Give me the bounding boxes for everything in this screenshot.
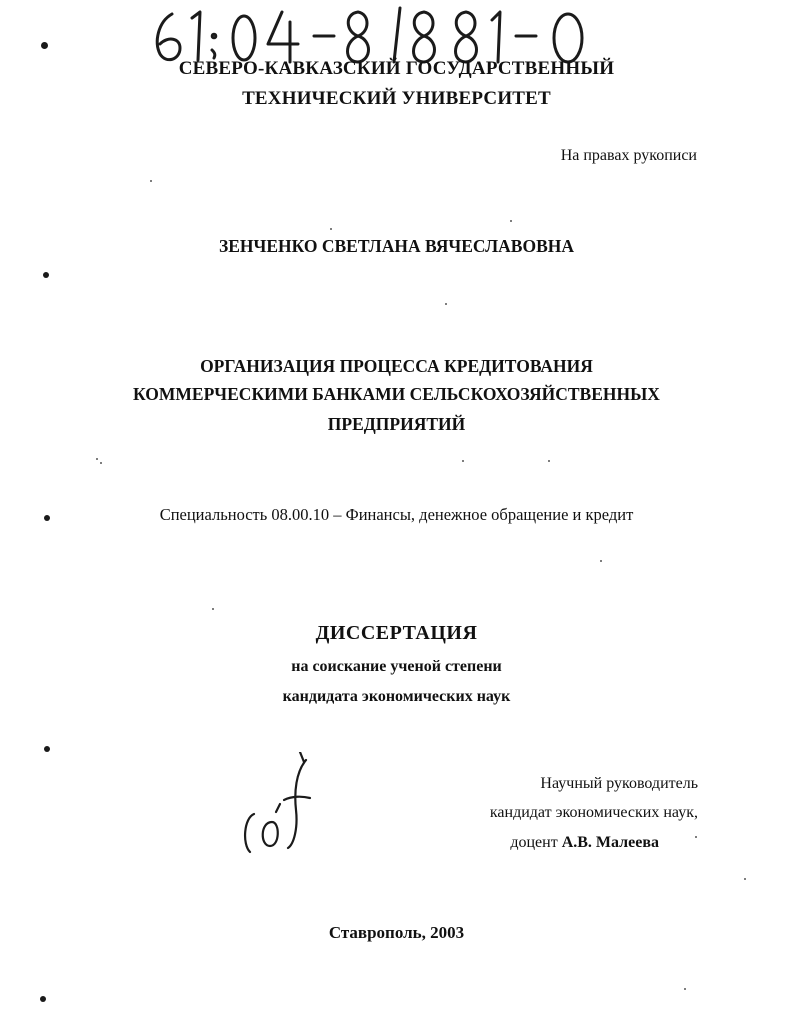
- scan-speck: [330, 228, 332, 230]
- thesis-title-line2: КОММЕРЧЕСКИМИ БАНКАМИ СЕЛЬСКОХОЗЯЙСТВЕННЫХ: [133, 384, 660, 404]
- university-name-line2: ТЕХНИЧЕСКИЙ УНИВЕРСИТЕТ: [242, 88, 551, 109]
- scan-speck: [600, 560, 602, 562]
- advisor-position-name: [510, 834, 659, 852]
- scan-speck: [695, 836, 697, 838]
- thesis-title-line1: ОРГАНИЗАЦИЯ ПРОЦЕССА КРЕДИТОВАНИЯ: [200, 356, 593, 376]
- degree-line1: на соискание ученой степени: [291, 658, 502, 675]
- scan-speck: [684, 988, 686, 990]
- specialty-line: Специальность 08.00.10 – Финансы, денежное обращение и кредит: [159, 505, 634, 524]
- scan-speck: [510, 220, 512, 222]
- author-name: ЗЕНЧЕНКО СВЕТЛАНА ВЯЧЕСЛАВОВНА: [218, 236, 575, 256]
- scan-speck: [212, 608, 214, 610]
- scan-speck: [462, 460, 464, 462]
- university-name-line1: СЕВЕРО-КАВКАЗСКИЙ ГОСУДАРСТВЕННЫЙ: [178, 58, 615, 79]
- binding-hole-mark: [41, 42, 48, 49]
- advisor-name: А.В. Малеева: [561, 834, 659, 851]
- scan-speck: [150, 180, 152, 182]
- scan-speck: [100, 462, 102, 464]
- document-type-heading: ДИССЕРТАЦИЯ: [315, 622, 478, 644]
- advisor-label: Научный руководитель: [540, 775, 698, 792]
- binding-hole-mark: [40, 996, 46, 1002]
- scan-speck: [548, 460, 550, 462]
- advisor-rank: кандидат экономических наук,: [489, 804, 698, 821]
- degree-line2: кандидата экономических наук: [282, 688, 511, 705]
- place-and-year: Ставрополь, 2003: [328, 923, 465, 942]
- binding-hole-mark: [44, 515, 50, 521]
- binding-hole-mark: [43, 272, 49, 278]
- manuscript-note: На правах рукописи: [560, 147, 697, 164]
- scan-speck: [96, 458, 98, 460]
- handwritten-signature: [236, 752, 314, 862]
- thesis-title-line3: ПРЕДПРИЯТИЙ: [327, 414, 466, 434]
- scan-speck: [445, 303, 447, 305]
- advisor-position: доцент: [510, 834, 558, 851]
- binding-hole-mark: [44, 746, 50, 752]
- scan-speck: [744, 878, 746, 880]
